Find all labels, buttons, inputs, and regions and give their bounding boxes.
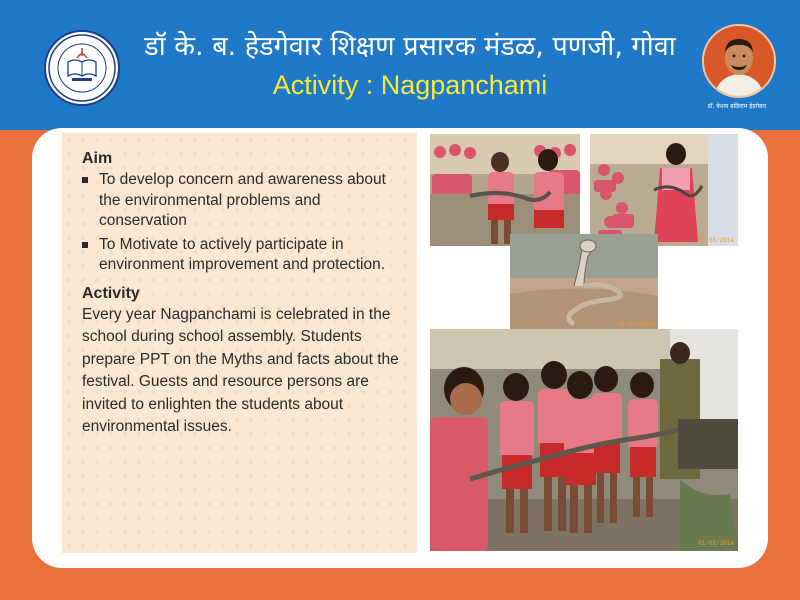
activity-heading: Activity xyxy=(82,284,140,302)
aim-heading: Aim xyxy=(82,150,113,167)
header-banner xyxy=(0,0,800,130)
activity-title: Activity : Nagpanchami xyxy=(272,70,548,100)
bullet-icon xyxy=(82,242,88,248)
institution-logo xyxy=(44,30,120,106)
bullet-icon xyxy=(82,177,88,183)
organisation-title: डॉ के. ब. हेडगेवार शिक्षण प्रसारक मंडळ, पणजी, गोवा xyxy=(144,31,676,62)
book-emblem-icon xyxy=(46,32,118,104)
aim-item: To develop concern and awareness about the environmental problems and conservation xyxy=(82,170,402,232)
founder-portrait xyxy=(702,24,776,98)
photo-date-stamp: 01/08/2014 xyxy=(697,237,734,244)
aim-activity-section xyxy=(82,150,402,439)
photo-students-with-snake-2 xyxy=(430,329,738,551)
portrait-caption: डॉ. केशव बळिराम हेडगेवार xyxy=(707,103,767,110)
photo-girl-with-snake xyxy=(590,134,738,246)
aim-item: To Motivate to actively participate in environment improvement and protection. xyxy=(82,235,402,276)
activity-description: Every year Nagpanchami is celebrated in the school during school assembly. Students prepare PPT on the Myths and facts about the festival. Guests and resource persons are invited to enlighten the students about environmental issues. xyxy=(82,305,399,435)
aim-list xyxy=(82,170,402,276)
photo-date-stamp: 01/08/2014 xyxy=(617,321,654,328)
photo-students-with-snake-1 xyxy=(430,134,580,246)
portrait-icon xyxy=(704,26,774,96)
photo-date-stamp: 01/08/2014 xyxy=(697,540,734,547)
photo-cobra xyxy=(510,234,658,330)
